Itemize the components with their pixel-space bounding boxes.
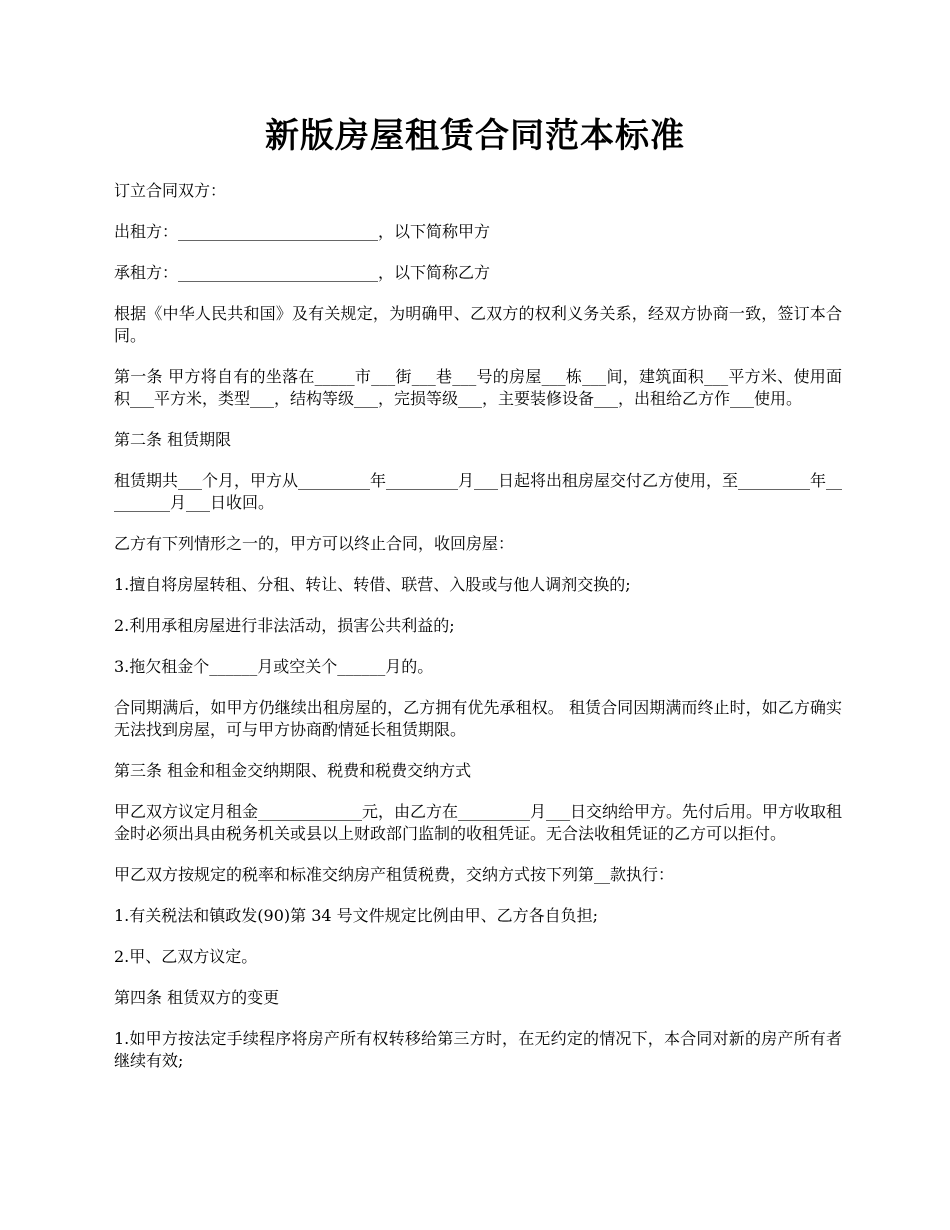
- document-title: 新版房屋租赁合同范本标准: [265, 116, 685, 156]
- list-item-termination-1: 1.擅自将房屋转租、分租、转让、转借、联营、入股或与他人调剂交换的;: [114, 575, 631, 594]
- paragraph-parties-intro: 订立合同双方：: [114, 181, 227, 200]
- list-item-termination-3: 3.拖欠租金个______月或空关个______月的。: [114, 657, 434, 676]
- paragraph-lessee: 承租方：_________________________，以下简称乙方: [114, 263, 491, 282]
- paragraph-article-1: 第一条 甲方将自有的坐落在_____市___街___巷___号的房屋___栋___间，建筑面积___平方米、使用面积___平方米，类型___，结构等级___，完损等级___，主要装修设备___，出租给乙方作___使用。: [114, 367, 842, 408]
- paragraph-tax: 甲乙双方按规定的税率和标准交纳房产租赁税费，交纳方式按下列第__款执行：: [114, 865, 675, 884]
- document-body: [114, 180, 842, 1091]
- list-item-tax-1: 1.有关税法和镇政发(90)第 34 号文件规定比例由甲、乙方各自负担;: [114, 906, 599, 925]
- paragraph-lease-term: 租赁期共___个月，甲方从_________年_________月___日起将出租房屋交付乙方使用，至_________年_________月___日收回。: [114, 471, 843, 512]
- list-item-change-1: 1.如甲方按法定手续程序将房产所有权转移给第三方时，在无约定的情况下，本合同对新的房产所有者继续有效;: [114, 1029, 842, 1070]
- paragraph-preamble: 根据《中华人民共和国》及有关规定，为明确甲、乙双方的权利义务关系，经双方协商一致，签订本合同。: [114, 304, 842, 345]
- heading-article-2: 第二条 租赁期限: [114, 430, 232, 449]
- list-item-termination-2: 2.利用承租房屋进行非法活动，损害公共利益的;: [114, 616, 455, 635]
- heading-article-4: 第四条 租赁双方的变更: [114, 988, 280, 1007]
- paragraph-termination-intro: 乙方有下列情形之一的，甲方可以终止合同，收回房屋：: [114, 534, 515, 553]
- list-item-tax-2: 2.甲、乙双方议定。: [114, 947, 258, 966]
- paragraph-renewal: 合同期满后，如甲方仍继续出租房屋的，乙方拥有优先承租权。 租赁合同因期满而终止时，如乙方确实无法找到房屋，可与甲方协商酌情延长租赁期限。: [114, 698, 842, 739]
- paragraph-lessor: 出租方：_________________________，以下简称甲方: [114, 222, 491, 241]
- heading-article-3: 第三条 租金和租金交纳期限、税费和税费交纳方式: [114, 761, 472, 780]
- paragraph-rent: 甲乙双方议定月租金_____________元，由乙方在_________月___日交纳给甲方。先付后用。甲方收取租金时必须出具由税务机关或县以上财政部门监制的收租凭证。无合法收租凭证的乙方可以拒付。: [114, 802, 843, 843]
